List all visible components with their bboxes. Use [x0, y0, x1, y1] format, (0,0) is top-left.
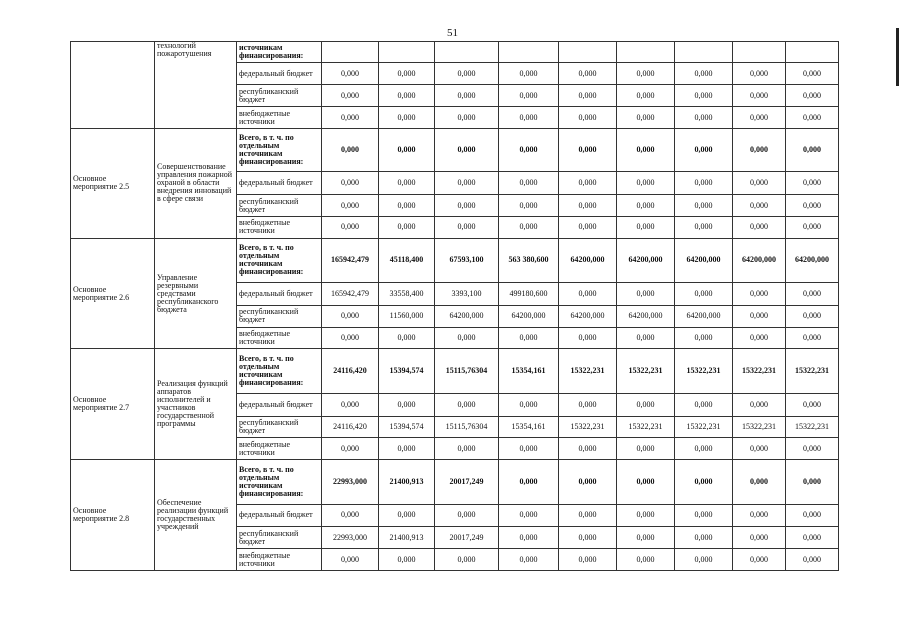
amount-cell — [499, 42, 559, 63]
event-cell: Основное мероприятие 2.6 — [71, 238, 155, 349]
amount-cell: 0,000 — [499, 460, 559, 505]
amount-cell: 0,000 — [786, 438, 839, 460]
amount-cell: 0,000 — [499, 85, 559, 107]
amount-cell: 0,000 — [617, 283, 675, 306]
amount-cell — [379, 42, 435, 63]
amount-cell: 0,000 — [675, 504, 733, 527]
amount-cell: 0,000 — [786, 504, 839, 527]
amount-cell: 165942,479 — [322, 238, 379, 283]
amount-cell: 0,000 — [617, 195, 675, 217]
amount-cell: 0,000 — [559, 62, 617, 85]
amount-cell: 0,000 — [559, 216, 617, 238]
table-row — [71, 238, 839, 283]
amount-cell: 0,000 — [435, 172, 499, 195]
funding-source-cell: Всего, в т. ч. по отдельным источникам финансирования: — [237, 128, 322, 171]
amount-cell: 0,000 — [322, 128, 379, 171]
amount-cell: 0,000 — [733, 527, 786, 549]
amount-cell: 64200,000 — [435, 305, 499, 327]
amount-cell: 3393,100 — [435, 283, 499, 306]
amount-cell: 0,000 — [322, 549, 379, 571]
amount-cell: 64200,000 — [617, 238, 675, 283]
amount-cell: 0,000 — [379, 195, 435, 217]
amount-cell: 15322,231 — [733, 416, 786, 438]
funding-source-cell: внебюджетные источники — [237, 216, 322, 238]
funding-source-cell: федеральный бюджет — [237, 172, 322, 195]
amount-cell: 22993,000 — [322, 527, 379, 549]
amount-cell: 0,000 — [322, 438, 379, 460]
funding-source-cell: Всего, в т. ч. по отдельным источникам финансирования: — [237, 238, 322, 283]
amount-cell: 15322,231 — [617, 349, 675, 394]
amount-cell: 499180,600 — [499, 283, 559, 306]
funding-source-cell: внебюджетные источники — [237, 549, 322, 571]
amount-cell: 0,000 — [786, 85, 839, 107]
funding-source-cell: республиканский бюджет — [237, 416, 322, 438]
amount-cell: 0,000 — [322, 107, 379, 129]
funding-source-cell: внебюджетные источники — [237, 107, 322, 129]
amount-cell: 24116,420 — [322, 416, 379, 438]
amount-cell: 0,000 — [559, 460, 617, 505]
amount-cell: 165942,479 — [322, 283, 379, 306]
funding-source-cell: федеральный бюджет — [237, 504, 322, 527]
amount-cell: 64200,000 — [733, 238, 786, 283]
amount-cell: 33558,400 — [379, 283, 435, 306]
amount-cell: 0,000 — [379, 85, 435, 107]
amount-cell: 0,000 — [379, 216, 435, 238]
amount-cell: 0,000 — [379, 62, 435, 85]
amount-cell: 0,000 — [379, 128, 435, 171]
amount-cell: 0,000 — [559, 327, 617, 349]
amount-cell: 0,000 — [786, 62, 839, 85]
amount-cell: 0,000 — [322, 393, 379, 416]
amount-cell: 0,000 — [617, 107, 675, 129]
event-name-cell: Совершенствование управления пожарной охраной в области внедрения инноваций в сфере связи — [155, 128, 237, 238]
funding-source-cell: республиканский бюджет — [237, 195, 322, 217]
amount-cell: 0,000 — [435, 85, 499, 107]
table-row — [71, 349, 839, 394]
amount-cell: 0,000 — [617, 438, 675, 460]
amount-cell: 15394,574 — [379, 349, 435, 394]
amount-cell — [435, 42, 499, 63]
amount-cell — [617, 42, 675, 63]
amount-cell: 22993,000 — [322, 460, 379, 505]
amount-cell: 0,000 — [617, 504, 675, 527]
amount-cell: 67593,100 — [435, 238, 499, 283]
amount-cell: 0,000 — [733, 62, 786, 85]
amount-cell: 0,000 — [435, 504, 499, 527]
amount-cell: 0,000 — [559, 504, 617, 527]
amount-cell: 15322,231 — [675, 349, 733, 394]
page-number: 51 — [447, 27, 458, 39]
amount-cell: 0,000 — [733, 107, 786, 129]
amount-cell: 0,000 — [435, 327, 499, 349]
amount-cell: 0,000 — [786, 172, 839, 195]
funding-source-cell: республиканский бюджет — [237, 85, 322, 107]
amount-cell: 15354,161 — [499, 349, 559, 394]
amount-cell: 0,000 — [379, 504, 435, 527]
amount-cell: 64200,000 — [559, 238, 617, 283]
amount-cell: 0,000 — [559, 393, 617, 416]
amount-cell: 15322,231 — [559, 416, 617, 438]
amount-cell: 0,000 — [499, 504, 559, 527]
amount-cell: 0,000 — [435, 393, 499, 416]
amount-cell: 0,000 — [786, 305, 839, 327]
amount-cell: 15115,76304 — [435, 349, 499, 394]
amount-cell: 0,000 — [675, 107, 733, 129]
amount-cell: 0,000 — [379, 393, 435, 416]
amount-cell: 0,000 — [675, 393, 733, 416]
amount-cell: 0,000 — [435, 549, 499, 571]
amount-cell: 0,000 — [322, 305, 379, 327]
amount-cell: 0,000 — [733, 393, 786, 416]
amount-cell: 0,000 — [675, 438, 733, 460]
amount-cell: 0,000 — [617, 216, 675, 238]
amount-cell: 563 380,600 — [499, 238, 559, 283]
amount-cell: 15322,231 — [617, 416, 675, 438]
amount-cell: 0,000 — [322, 195, 379, 217]
amount-cell: 0,000 — [559, 107, 617, 129]
amount-cell: 0,000 — [617, 549, 675, 571]
amount-cell: 0,000 — [322, 504, 379, 527]
amount-cell: 64200,000 — [499, 305, 559, 327]
amount-cell: 0,000 — [559, 195, 617, 217]
amount-cell: 0,000 — [617, 460, 675, 505]
amount-cell: 0,000 — [322, 85, 379, 107]
amount-cell: 0,000 — [733, 172, 786, 195]
amount-cell: 0,000 — [617, 85, 675, 107]
amount-cell: 0,000 — [733, 216, 786, 238]
event-name-cell: Обеспечение реализации функций государственных учреждений — [155, 460, 237, 571]
amount-cell — [733, 42, 786, 63]
amount-cell: 24116,420 — [322, 349, 379, 394]
amount-cell: 0,000 — [499, 393, 559, 416]
amount-cell — [786, 42, 839, 63]
amount-cell — [559, 42, 617, 63]
funding-source-cell: источникам финансирования: — [237, 42, 322, 63]
event-name-cell: технологий пожаротушения — [155, 42, 237, 129]
amount-cell: 0,000 — [379, 107, 435, 129]
amount-cell: 15394,574 — [379, 416, 435, 438]
amount-cell: 0,000 — [435, 438, 499, 460]
amount-cell: 0,000 — [559, 438, 617, 460]
amount-cell: 0,000 — [559, 549, 617, 571]
amount-cell: 0,000 — [733, 549, 786, 571]
budget-table — [70, 41, 839, 571]
amount-cell: 0,000 — [499, 527, 559, 549]
amount-cell: 0,000 — [733, 504, 786, 527]
amount-cell: 0,000 — [786, 107, 839, 129]
funding-source-cell: Всего, в т. ч. по отдельным источникам финансирования: — [237, 349, 322, 394]
event-name-cell: Реализация функций аппаратов исполнителей и участников государственной программы — [155, 349, 237, 460]
scan-edge-mark — [896, 28, 899, 86]
amount-cell: 0,000 — [617, 172, 675, 195]
amount-cell: 0,000 — [675, 527, 733, 549]
amount-cell: 0,000 — [435, 107, 499, 129]
amount-cell: 21400,913 — [379, 460, 435, 505]
amount-cell: 0,000 — [675, 85, 733, 107]
funding-source-cell: федеральный бюджет — [237, 283, 322, 306]
amount-cell: 15322,231 — [559, 349, 617, 394]
funding-source-cell: республиканский бюджет — [237, 305, 322, 327]
amount-cell: 0,000 — [733, 128, 786, 171]
amount-cell: 64200,000 — [675, 305, 733, 327]
funding-source-cell: республиканский бюджет — [237, 527, 322, 549]
amount-cell: 0,000 — [499, 172, 559, 195]
amount-cell: 15322,231 — [786, 349, 839, 394]
event-name-cell: Управление резервными средствами республиканского бюджета — [155, 238, 237, 349]
amount-cell: 0,000 — [675, 549, 733, 571]
amount-cell: 0,000 — [786, 195, 839, 217]
amount-cell: 0,000 — [617, 327, 675, 349]
amount-cell: 0,000 — [435, 195, 499, 217]
amount-cell: 0,000 — [675, 327, 733, 349]
amount-cell: 0,000 — [786, 283, 839, 306]
amount-cell: 0,000 — [435, 62, 499, 85]
event-cell: Основное мероприятие 2.5 — [71, 128, 155, 238]
amount-cell: 0,000 — [786, 549, 839, 571]
amount-cell: 0,000 — [675, 216, 733, 238]
amount-cell: 20017,249 — [435, 460, 499, 505]
amount-cell: 0,000 — [675, 283, 733, 306]
amount-cell — [675, 42, 733, 63]
amount-cell: 0,000 — [379, 549, 435, 571]
funding-source-cell: внебюджетные источники — [237, 438, 322, 460]
amount-cell: 0,000 — [499, 195, 559, 217]
amount-cell — [322, 42, 379, 63]
amount-cell: 0,000 — [322, 327, 379, 349]
funding-source-cell: федеральный бюджет — [237, 62, 322, 85]
amount-cell: 15115,76304 — [435, 416, 499, 438]
amount-cell: 0,000 — [559, 85, 617, 107]
amount-cell: 0,000 — [786, 216, 839, 238]
event-cell — [71, 42, 155, 129]
funding-source-cell: внебюджетные источники — [237, 327, 322, 349]
amount-cell: 0,000 — [435, 216, 499, 238]
amount-cell: 0,000 — [499, 327, 559, 349]
amount-cell: 0,000 — [733, 85, 786, 107]
amount-cell: 0,000 — [499, 107, 559, 129]
amount-cell: 21400,913 — [379, 527, 435, 549]
amount-cell: 0,000 — [786, 393, 839, 416]
amount-cell: 0,000 — [617, 62, 675, 85]
funding-source-cell: федеральный бюджет — [237, 393, 322, 416]
amount-cell: 0,000 — [786, 460, 839, 505]
amount-cell: 0,000 — [559, 283, 617, 306]
amount-cell: 0,000 — [675, 128, 733, 171]
event-cell: Основное мероприятие 2.8 — [71, 460, 155, 571]
amount-cell: 0,000 — [559, 527, 617, 549]
amount-cell: 0,000 — [379, 172, 435, 195]
amount-cell: 0,000 — [733, 305, 786, 327]
funding-source-cell: Всего, в т. ч. по отдельным источникам финансирования: — [237, 460, 322, 505]
amount-cell: 0,000 — [499, 438, 559, 460]
table-row — [71, 460, 839, 505]
amount-cell: 0,000 — [675, 460, 733, 505]
amount-cell: 0,000 — [499, 216, 559, 238]
amount-cell: 0,000 — [499, 62, 559, 85]
amount-cell: 64200,000 — [617, 305, 675, 327]
amount-cell: 0,000 — [617, 527, 675, 549]
amount-cell: 0,000 — [322, 62, 379, 85]
table-row — [71, 128, 839, 171]
amount-cell: 20017,249 — [435, 527, 499, 549]
amount-cell: 0,000 — [559, 128, 617, 171]
amount-cell: 15322,231 — [733, 349, 786, 394]
amount-cell: 0,000 — [617, 393, 675, 416]
amount-cell: 0,000 — [322, 216, 379, 238]
table-row — [71, 42, 839, 63]
amount-cell: 0,000 — [499, 549, 559, 571]
amount-cell: 0,000 — [379, 438, 435, 460]
amount-cell: 0,000 — [733, 283, 786, 306]
amount-cell: 0,000 — [733, 327, 786, 349]
amount-cell: 0,000 — [733, 195, 786, 217]
amount-cell: 64200,000 — [675, 238, 733, 283]
amount-cell: 0,000 — [786, 327, 839, 349]
amount-cell: 0,000 — [733, 460, 786, 505]
amount-cell: 0,000 — [559, 172, 617, 195]
amount-cell: 0,000 — [379, 327, 435, 349]
amount-cell: 0,000 — [786, 527, 839, 549]
amount-cell: 0,000 — [786, 128, 839, 171]
amount-cell: 15354,161 — [499, 416, 559, 438]
amount-cell: 15322,231 — [675, 416, 733, 438]
event-cell: Основное мероприятие 2.7 — [71, 349, 155, 460]
amount-cell: 11560,000 — [379, 305, 435, 327]
amount-cell: 0,000 — [322, 172, 379, 195]
amount-cell: 0,000 — [499, 128, 559, 171]
amount-cell: 64200,000 — [559, 305, 617, 327]
amount-cell: 0,000 — [675, 62, 733, 85]
amount-cell: 0,000 — [675, 195, 733, 217]
amount-cell: 0,000 — [675, 172, 733, 195]
amount-cell: 0,000 — [435, 128, 499, 171]
amount-cell: 45118,400 — [379, 238, 435, 283]
amount-cell: 0,000 — [617, 128, 675, 171]
amount-cell: 0,000 — [733, 438, 786, 460]
amount-cell: 64200,000 — [786, 238, 839, 283]
amount-cell: 15322,231 — [786, 416, 839, 438]
